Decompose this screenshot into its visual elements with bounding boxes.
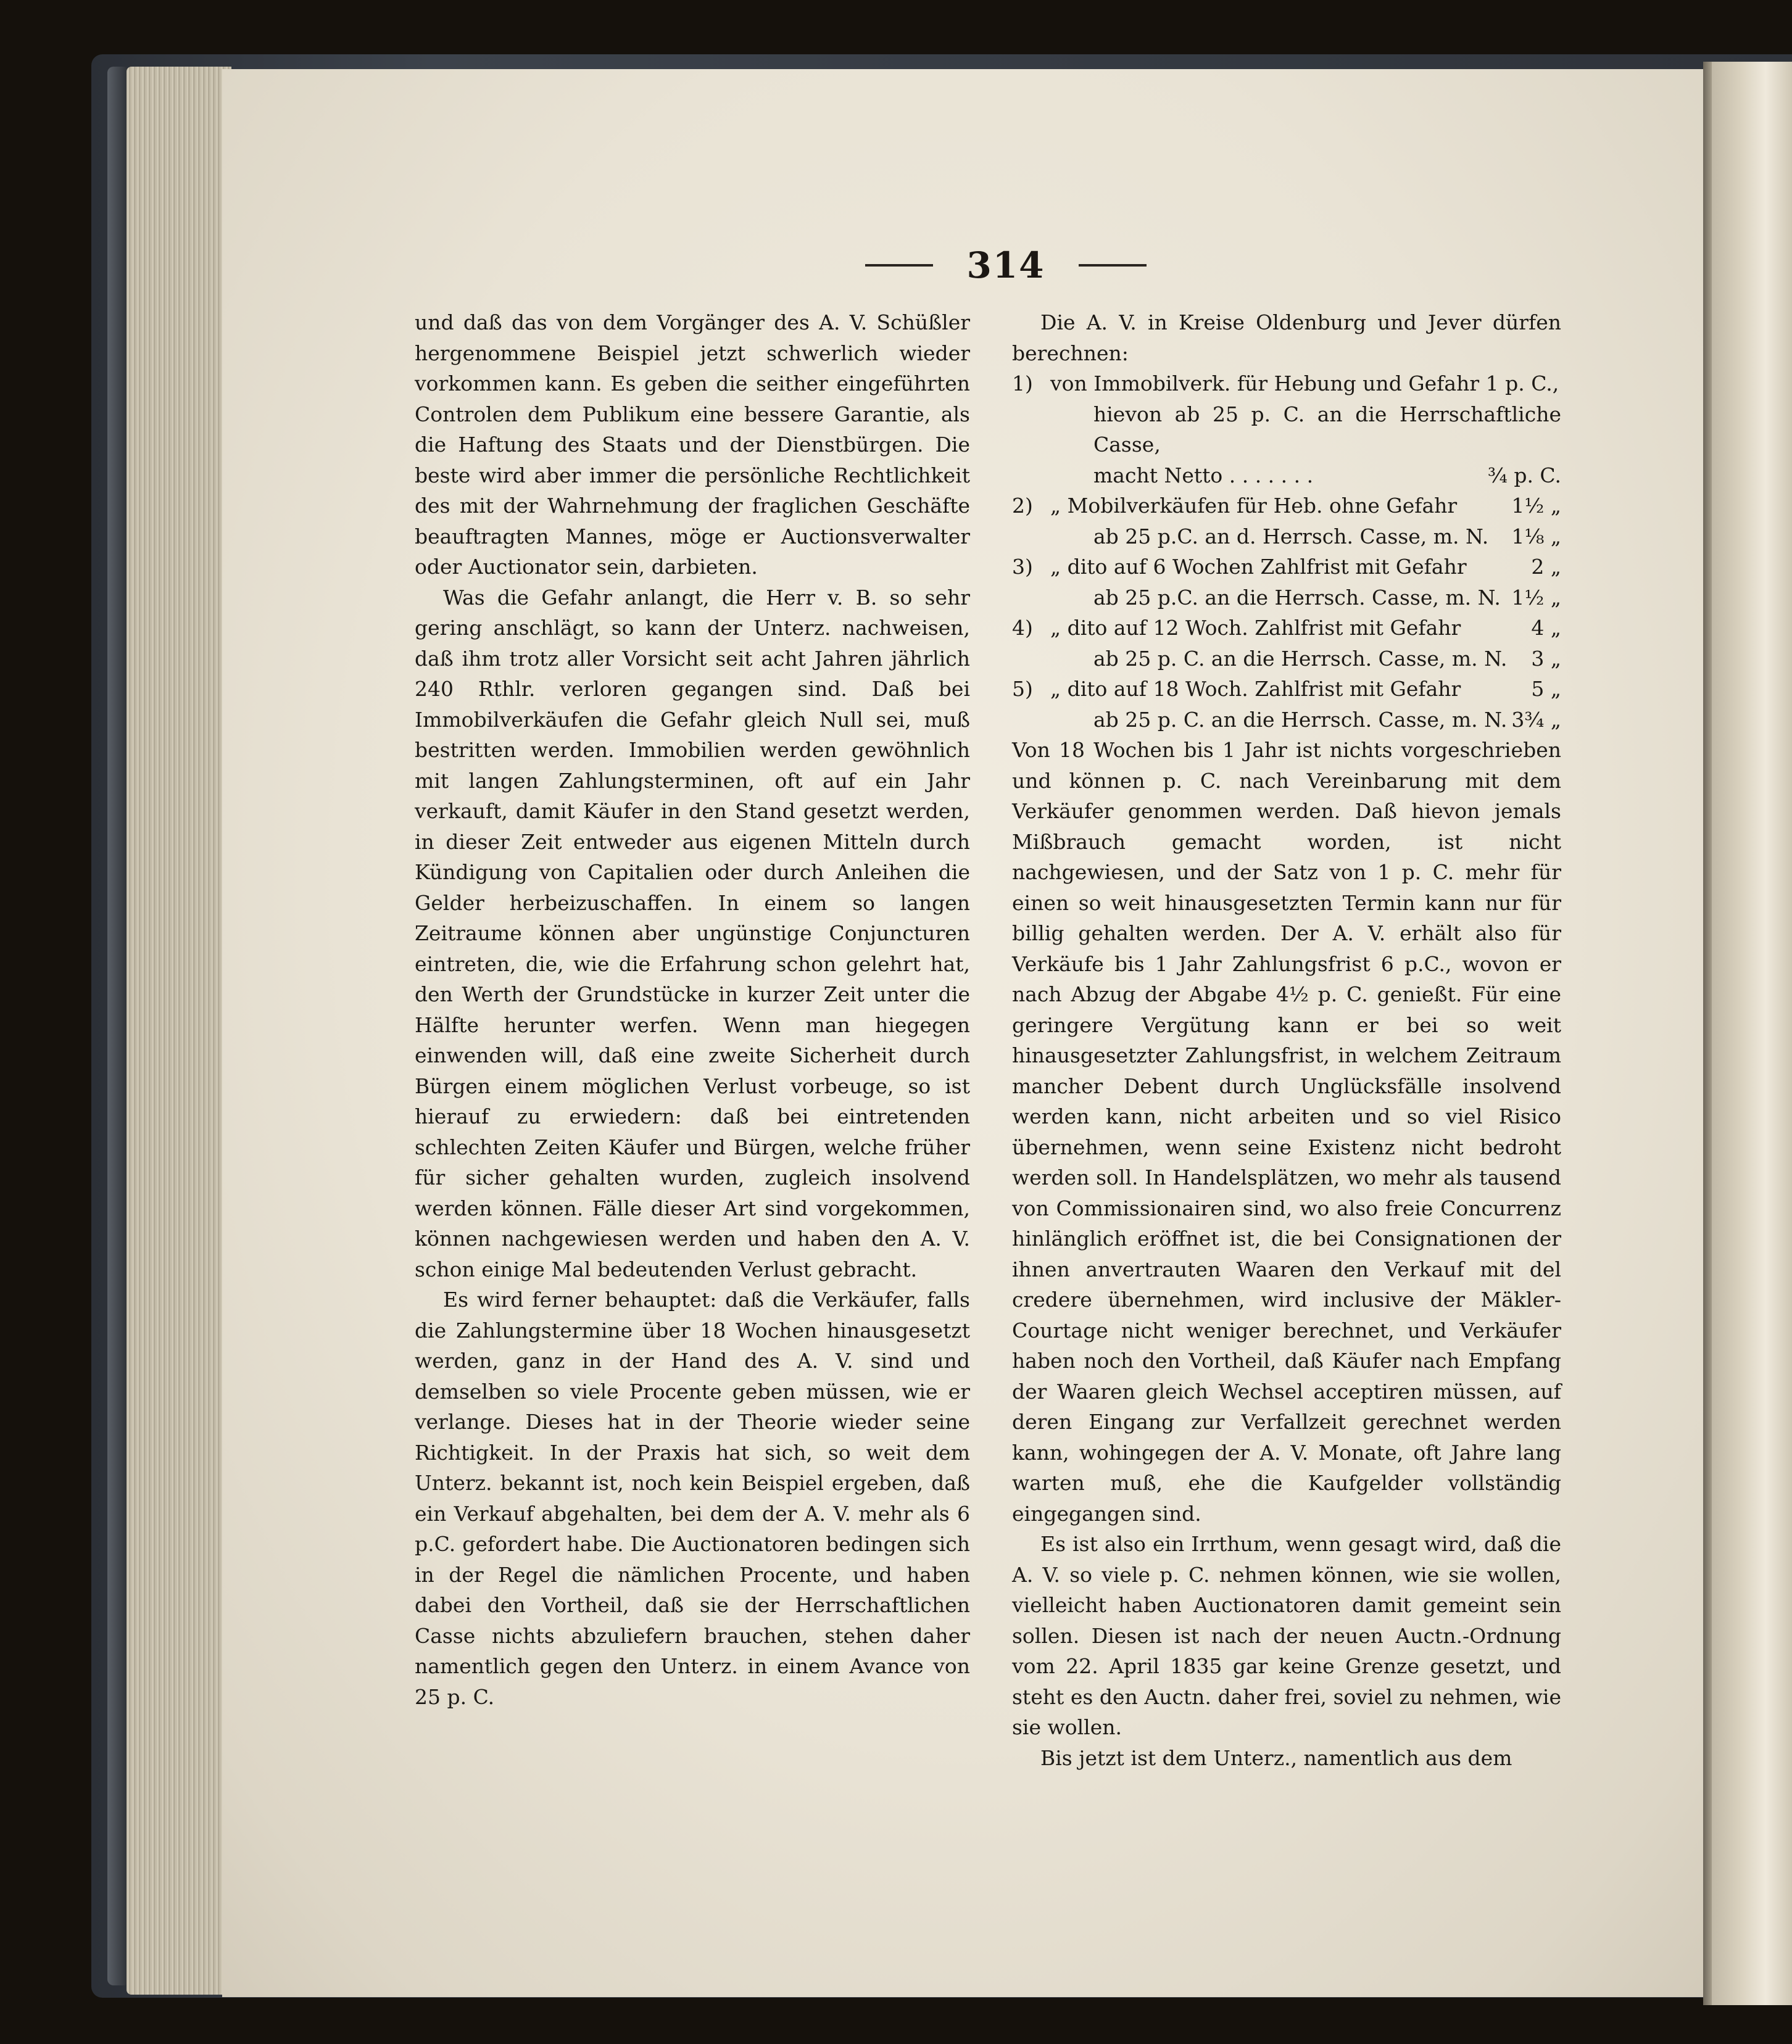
- right-paragraph-2: Es ist also ein Irrthum, wenn gesagt wird, daß die A. V. so viele p. C. nehmen können, wie sie wollen, vielleicht haben Auctionatoren damit gemeint sein sollen. Diesen ist nach der neuen Auctn.-Ordnung vom 22. April 1835 gar keine Grenze gesetzt, und steht es den Auctn. daher frei, soviel zu nehmen, wie sie wollen.: [1012, 1532, 1561, 1739]
- fee-item-number: 5): [1012, 677, 1033, 701]
- page-header: [852, 244, 1160, 287]
- fee-item-sub: [1012, 582, 1561, 613]
- fee-sub-value: 1⅛ „: [1511, 524, 1561, 548]
- fee-item-sub: hievon ab 25 p. C. an die Herrschaftliche Casse,: [1093, 402, 1561, 457]
- fee-sub-value: 3 „: [1531, 646, 1561, 671]
- fee-item-label: „ Mobilverkäufen für Heb. ohne Gefahr: [1050, 494, 1458, 518]
- fee-item-text: [1050, 490, 1561, 521]
- right-column: [1012, 307, 1561, 1773]
- left-paragraph-3: Es wird ferner behauptet: daß die Verkäufer, falls die Zahlungstermine über 18 Wochen hinausgesetzt werden, ganz in der Hand des A. V. sind und demselben so viele Procente geben müssen, wie er verlange. Dieses hat in der Theorie wieder seine Richtigkeit. In der Praxis hat sich, so weit dem Unterz. bekannt ist, noch kein Beispiel ergeben, daß ein Verkauf abgehalten, bei dem der A. V. mehr als 6 p.C. gefordert habe. Die Auctionatoren bedingen sich in der Regel die nämlichen Procente, und haben dabei den Vortheil, daß sie der Herrschaftlichen Casse nichts abzuliefern brauchen, stehen daher namentlich gegen den Unterz. in einem Avance von 25 p. C.: [415, 1288, 970, 1709]
- fee-sub-label: ab 25 p.C. an die Herrsch. Casse, m. N.: [1093, 585, 1501, 610]
- fee-item-2: [1012, 490, 1561, 521]
- fee-list: [1012, 368, 1561, 735]
- fee-item-number: 1): [1012, 371, 1033, 395]
- fee-net-label: macht Netto . . . . . . .: [1093, 463, 1314, 487]
- fee-item-3: [1012, 552, 1561, 582]
- fee-net-value: ¾ p. C.: [1487, 463, 1561, 487]
- fee-item-sub: [1012, 643, 1561, 674]
- fee-item-text: [1050, 613, 1561, 643]
- fee-item-label: „ dito auf 18 Woch. Zahlfrist mit Gefahr: [1050, 677, 1461, 701]
- fee-sub-label: ab 25 p.C. an d. Herrsch. Casse, m. N.: [1093, 524, 1489, 548]
- book-gutter: [1703, 62, 1792, 2005]
- fee-item-number: 3): [1012, 555, 1033, 579]
- left-paragraph-1: und daß das von dem Vorgänger des A. V. Schüßler hergenommene Beispiel jetzt schwerlich wieder vorkommen kann. Es geben die seither eingeführten Controlen dem Publikum eine bessere Garantie, als die Haftung des Staats und der Dienstbürgen. Die beste wird aber immer die persönliche Rechtlichkeit des mit der Wahrnehmung der fraglichen Geschäfte beauftragten Mannes, möge er Auctionsverwalter oder Auctionator sein, darbieten.: [415, 310, 970, 579]
- fee-item-text: [1050, 674, 1561, 705]
- right-paragraph-1: Von 18 Wochen bis 1 Jahr ist nichts vorgeschrieben und können p. C. nach Vereinbarung mit dem Verkäufer genommen werden. Daß hievon jemals Mißbrauch gemacht worden, ist nicht nachgewiesen, und der Satz von 1 p. C. mehr für einen so weit hinausgesetzten Termin kann nur für billig gehalten werden. Der A. V. erhält also für Verkäufe bis 1 Jahr Zahlungsfrist 6 p.C., wovon er nach Abzug der Abgabe 4½ p. C. genießt. Für eine geringere Vergütung kann er bei so weit hinausgesetzter Zahlungsfrist, in welchem Zeitraum mancher Debent durch Unglücksfälle insolvend werden kann, nicht arbeiten und so viel Risico übernehmen, wenn seine Existenz nicht bedroht werden soll. In Handelsplätzen, wo mehr als tausend von Commissionairen sind, wo also freie Concurrenz hinlänglich eröffnet ist, die bei Consignationen der ihnen anvertrauten Waaren den Verkauf mit del credere übernehmen, wird inclusive der Mäkler-Courtage nicht weniger berechnet, und Verkäufer haben noch den Vortheil, daß Käufer nach Empfang der Waaren gleich Wechsel acceptiren müssen, auf deren Eingang zur Verfallzeit gerechnet werden kann, wohingegen der A. V. Monate, oft Jahre lang warten muß, ehe die Kaufgelder vollständig eingegangen sind.: [1012, 738, 1561, 1526]
- right-paragraph-3: Bis jetzt ist dem Unterz., namentlich aus dem: [1040, 1745, 1512, 1770]
- fee-item-number: 4): [1012, 616, 1033, 640]
- fee-sub-label: ab 25 p. C. an die Herrsch. Casse, m. N.: [1093, 646, 1508, 671]
- fee-item-label: „ dito auf 12 Woch. Zahlfrist mit Gefahr: [1050, 616, 1461, 640]
- left-column: [415, 307, 970, 1712]
- fee-sub-label: ab 25 p. C. an die Herrsch. Casse, m. N.: [1093, 707, 1508, 732]
- fee-item-4: [1012, 613, 1561, 643]
- fee-item-5: [1012, 674, 1561, 705]
- page-number: 314: [966, 244, 1045, 286]
- page-edges: [127, 67, 231, 1995]
- fee-item-value: 4 „: [1531, 616, 1561, 640]
- fee-intro: Die A. V. in Kreise Oldenburg und Jever dürfen berechnen:: [1012, 310, 1561, 365]
- left-paragraph-2: Was die Gefahr anlangt, die Herr v. B. so sehr gering anschlägt, so kann der Unterz. nachweisen, daß ihm trotz aller Vorsicht seit acht Jahren jährlich 240 Rthlr. verloren gegangen sind. Daß bei Immobilverkäufen die Gefahr gleich Null sei, muß bestritten werden. Immobilien werden gewöhnlich mit langen Zahlungsterminen, oft auf ein Jahr verkauft, damit Käufer in den Stand gesetzt werden, in dieser Zeit entweder aus eigenen Mitteln durch Kündigung von Capitalien oder durch Anleihen die Gelder herbeizuschaffen. In einem so langen Zeitraume können aber ungünstige Conjuncturen eintreten, die, wie die Erfahrung schon gelehrt hat, den Werth der Grundstücke in kurzer Zeit unter die Hälfte herunter werfen. Wenn man hiegegen einwenden will, daß eine zweite Sicherheit durch Bürgen einem möglichen Verlust vorbeuge, so ist hierauf zu erwiedern: daß bei eintretenden schlechten Zeiten Käufer und Bürgen, welche früher für sicher gehalten wurden, zugleich insolvend werden können. Fälle dieser Art sind vorgekommen, können nachgewiesen werden und haben den A. V. schon einige Mal bedeutenden Verlust gebracht.: [415, 585, 970, 1281]
- fee-item-number: 2): [1012, 494, 1033, 518]
- fee-item-text: von Immobilverk. für Hebung und Gefahr 1 p. C.,: [1050, 371, 1559, 395]
- fee-item-value: 1½ „: [1511, 494, 1561, 518]
- fee-item-sub: [1012, 705, 1561, 735]
- fee-item-sub: [1012, 521, 1561, 552]
- fee-item-net: [1012, 460, 1561, 491]
- fee-item-label: „ dito auf 6 Wochen Zahlfrist mit Gefahr: [1050, 555, 1467, 579]
- fee-item-value: 5 „: [1531, 677, 1561, 701]
- fee-sub-value: 3¾ „: [1511, 707, 1561, 732]
- fee-item-1: [1012, 368, 1561, 399]
- header-rule-left: [865, 264, 933, 267]
- fee-item-text: [1050, 552, 1561, 582]
- header-rule-right: [1079, 264, 1147, 267]
- fee-sub-value: 1½ „: [1511, 585, 1561, 610]
- fee-item-value: 2 „: [1531, 555, 1561, 579]
